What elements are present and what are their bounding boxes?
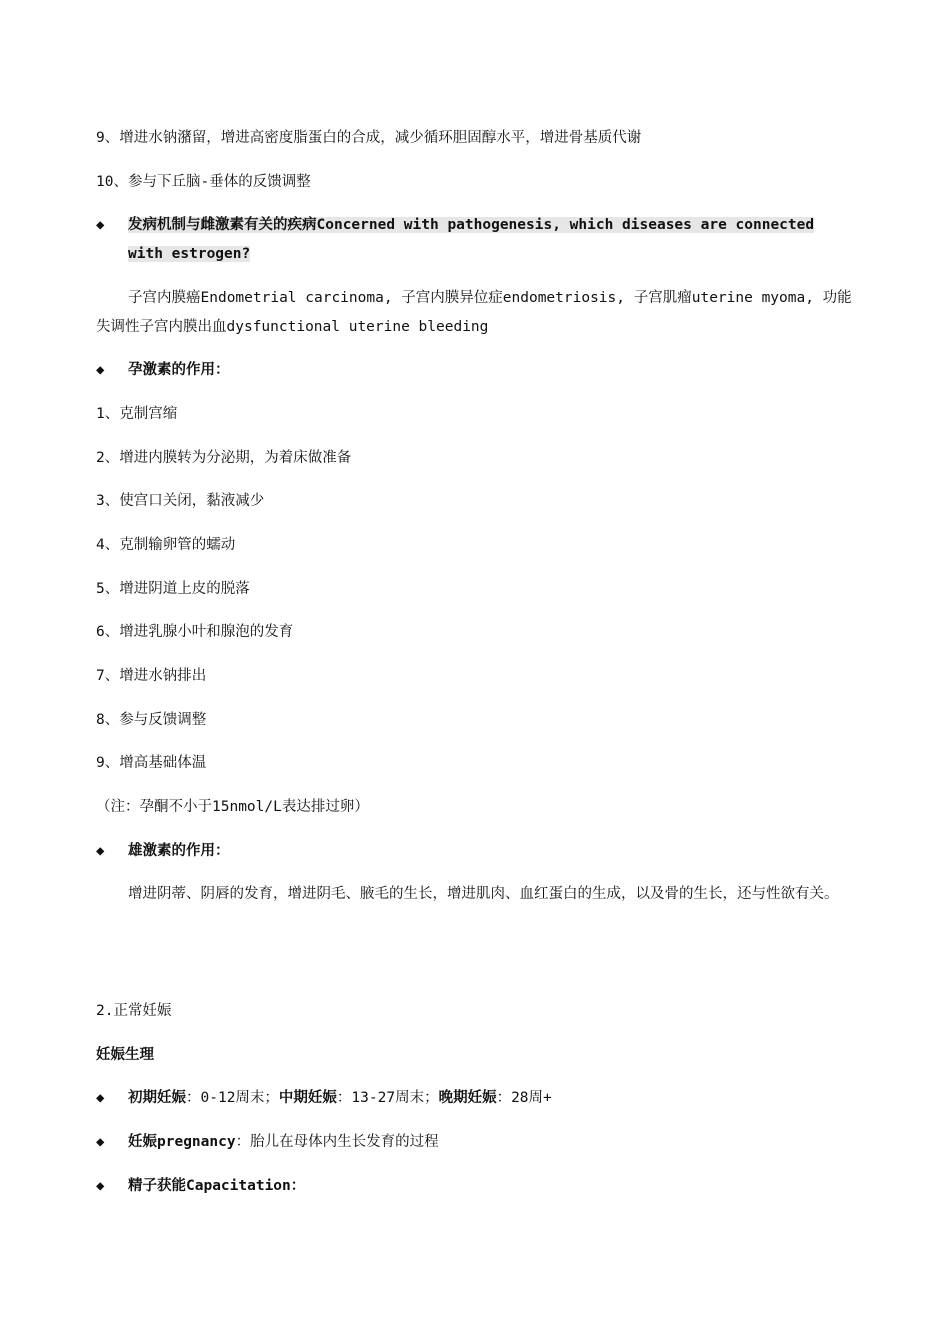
section-title: 2.正常妊娠	[96, 1003, 172, 1019]
progesterone-heading-text: 孕激素的作用：	[128, 362, 230, 378]
diamond-bullet-icon: ◆	[96, 217, 105, 233]
pregnancy-stages	[96, 1088, 552, 1108]
progesterone-item: 4、克制输卵管的蠕动	[96, 537, 236, 553]
early-stage-label: 初期妊娠	[128, 1090, 186, 1106]
late-stage-label: 晚期妊娠	[438, 1090, 497, 1106]
progesterone-item: 7、增进水钠排出	[96, 668, 207, 684]
progesterone-heading	[96, 360, 230, 380]
disease-heading-line2: with estrogen?	[128, 246, 251, 262]
estrogen-item-10: 10、参与下丘脑-垂体的反馈调整	[96, 174, 311, 190]
diamond-bullet-icon: ◆	[96, 362, 105, 378]
androgen-heading-text: 雄激素的作用：	[128, 843, 230, 859]
diamond-bullet-icon: ◆	[96, 1090, 105, 1106]
mid-stage-label: 中期妊娠	[278, 1090, 337, 1106]
progesterone-item: 6、增进乳腺小叶和腺泡的发育	[96, 624, 294, 640]
pregnancy-definition	[96, 1132, 439, 1152]
capacitation-label: 精子获能Capacitation：	[128, 1178, 306, 1194]
androgen-heading	[96, 841, 230, 861]
diamond-bullet-icon: ◆	[96, 843, 105, 859]
estrogen-item-9: 9、增进水钠潴留，增进高密度脂蛋白的合成，减少循环胆固醇水平，增进骨基质代谢	[96, 130, 642, 146]
disease-heading	[96, 211, 862, 269]
progesterone-item: 2、增进内膜转为分泌期，为着床做准备	[96, 450, 352, 466]
progesterone-item: 3、使宫口关闭，黏液减少	[96, 493, 265, 509]
disease-body: 子宫内膜癌Endometrial carcinoma, 子宫内膜异位症endometriosis, 子宫肌瘤uterine myoma, 功能失调性子宫内膜出血dysfunctional uterine bleeding	[96, 290, 852, 335]
section-subtitle: 妊娠生理	[96, 1047, 154, 1063]
progesterone-item: 1、克制宫缩	[96, 406, 178, 422]
androgen-body: 增进阴蒂、阴唇的发育，增进阴毛、腋毛的生长，增进肌肉、血红蛋白的生成，以及骨的生长，还与性欲有关。	[128, 886, 839, 902]
progesterone-note: （注：孕酮不小于15nmol/L表达排过卵）	[96, 799, 369, 815]
disease-heading-line1: 发病机制与雌激素有关的疾病Concerned with pathogenesis, which diseases are connected	[128, 217, 815, 233]
progesterone-item: 8、参与反馈调整	[96, 712, 207, 728]
pregnancy-value: ：胎儿在母体内生长发育的过程	[235, 1134, 439, 1150]
pregnancy-label: 妊娠pregnancy	[128, 1134, 236, 1150]
capacitation-heading	[96, 1176, 305, 1196]
progesterone-item: 5、增进阴道上皮的脱落	[96, 581, 250, 597]
diamond-bullet-icon: ◆	[96, 1134, 105, 1150]
progesterone-item: 9、增高基础体温	[96, 755, 207, 771]
mid-stage-value: ：13-27周末；	[336, 1090, 439, 1106]
early-stage-value: ：0-12周末；	[186, 1090, 279, 1106]
late-stage-value: ：28周+	[496, 1090, 552, 1106]
diamond-bullet-icon: ◆	[96, 1178, 105, 1194]
